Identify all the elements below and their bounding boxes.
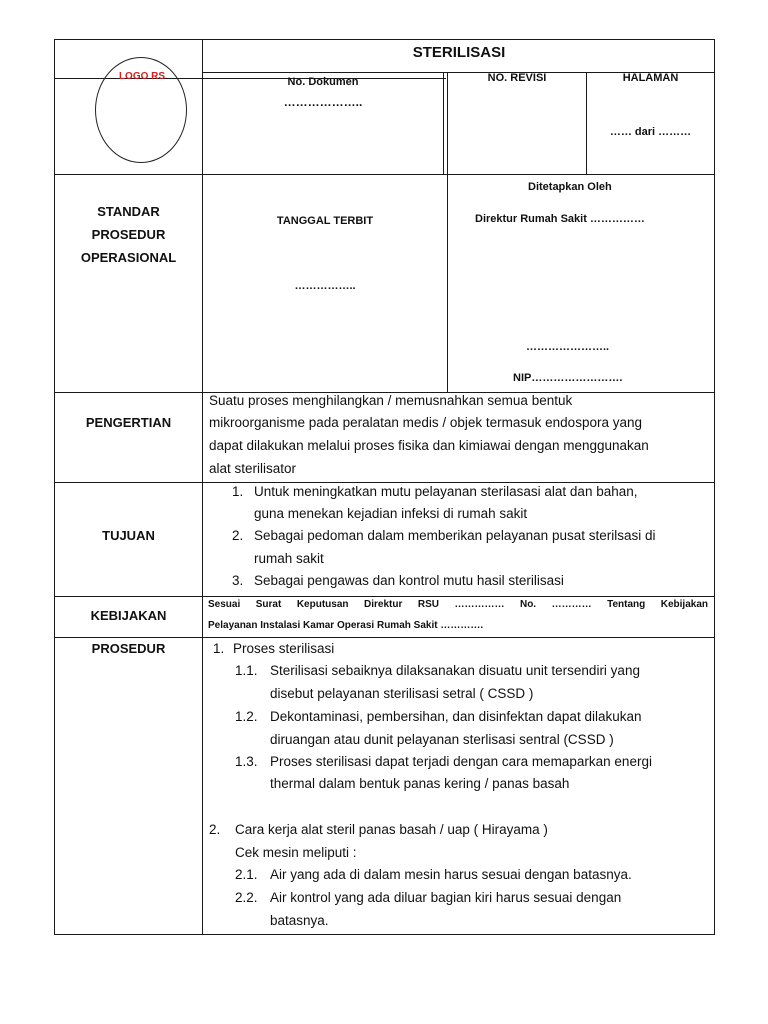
tanggal-terbit-label: TANGGAL TERBIT — [276, 215, 374, 227]
no-dokumen-label: No. Dokumen — [287, 76, 359, 88]
kebijakan-line-1: Sesuai Surat Keputusan Direktur RSU …………… No. ………… Tentang Kebijakan — [208, 599, 708, 610]
ditetapkan-label: Ditetapkan Oleh — [528, 181, 612, 193]
row-divider-3 — [54, 482, 715, 483]
direktur-label: Direktur Rumah Sakit …………… — [475, 213, 645, 225]
logo-text: LOGO RS — [118, 71, 166, 82]
row-divider-5 — [54, 637, 715, 638]
prosedur-sub-2-1-line-1: Air yang ada di dalam mesin harus sesuai dengan batasnya. — [270, 867, 632, 882]
prosedur-sub-2-2-line-1: Air kontrol yang ada diluar bagian kiri harus sesuai dengan — [270, 890, 622, 905]
table-border-bottom — [54, 934, 715, 935]
prosedur-sub-2-1-number: 2.1. — [235, 867, 258, 882]
pengertian-line-2: mikroorganisme pada peralatan medis / objek termasuk endospora yang — [209, 415, 642, 430]
sop-label-line-2: PROSEDUR — [91, 227, 166, 242]
prosedur-sub-1-2-line-1: Dekontaminasi, pembersihan, dan disinfektan dapat dilakukan — [270, 709, 642, 724]
pengertian-line-4: alat sterilisator — [209, 461, 297, 476]
kebijakan-line-2: Pelayanan Instalasi Kamar Operasi Rumah Sakit …………. — [208, 620, 484, 631]
no-revisi-label: NO. REVISI — [487, 72, 547, 84]
prosedur-item-2-subtitle: Cek mesin meliputi : — [235, 845, 357, 860]
pengertian-line-3: dapat dilakukan melalui proses fisika dan kimiawai dengan menggunakan — [209, 438, 649, 453]
dokumen-divider-a — [443, 72, 444, 174]
prosedur-sub-1-2-line-2: diruangan atau dunit pelayanan sterlisasi sentral (CSSD ) — [270, 732, 614, 747]
pengertian-label: PENGERTIAN — [85, 415, 172, 430]
prosedur-sub-1-1-line-1: Sterilisasi sebaiknya dilaksanakan disuatu unit tersendiri yang — [270, 663, 640, 678]
document-title: STERILISASI — [412, 44, 506, 61]
prosedur-sub-2-2-number: 2.2. — [235, 890, 258, 905]
prosedur-sub-1-3-line-2: thermal dalam bentuk panas kering / panas basah — [270, 776, 570, 791]
prosedur-item-1-number: 1. — [213, 641, 225, 656]
tujuan-item-2-line-1: Sebagai pedoman dalam memberikan pelayanan pusat sterilsasi di — [254, 528, 656, 543]
row-divider-4 — [54, 596, 715, 597]
halaman-label: HALAMAN — [622, 72, 679, 84]
prosedur-item-2-title: Cara kerja alat steril panas basah / uap ( Hirayama ) — [235, 822, 548, 837]
prosedur-label: PROSEDUR — [91, 641, 166, 656]
prosedur-item-2-number: 2. — [209, 822, 221, 837]
prosedur-sub-1-3-number: 1.3. — [235, 754, 258, 769]
halaman-value: …… dari ……… — [609, 126, 692, 138]
prosedur-sub-1-3-line-1: Proses sterilisasi dapat terjadi dengan cara memaparkan energi — [270, 754, 652, 769]
tujuan-item-1-number: 1. — [232, 484, 244, 499]
tujuan-item-3-line-1: Sebagai pengawas dan kontrol mutu hasil sterilisasi — [254, 573, 564, 588]
prosedur-sub-1-1-number: 1.1. — [235, 663, 258, 678]
tujuan-item-3-number: 3. — [232, 573, 244, 588]
tujuan-item-2-number: 2. — [232, 528, 244, 543]
prosedur-sub-2-2-line-2: batasnya. — [270, 913, 329, 928]
kebijakan-label: KEBIJAKAN — [90, 608, 167, 623]
sop-label-line-1: STANDAR — [97, 204, 160, 219]
label-column-divider — [202, 39, 203, 935]
tujuan-item-1-line-1: Untuk meningkatkan mutu pelayanan sterilasasi alat dan bahan, — [254, 484, 638, 499]
prosedur-sub-1-2-number: 1.2. — [235, 709, 258, 724]
no-dokumen-value: ……………….. — [283, 95, 363, 109]
tujuan-label: TUJUAN — [102, 528, 155, 543]
tujuan-item-1-line-2: guna menekan kejadian infeksi di rumah sakit — [254, 506, 528, 521]
sop-label-line-3: OPERASIONAL — [80, 250, 177, 265]
table-border-right — [714, 39, 715, 935]
row-divider-1 — [54, 174, 715, 175]
tujuan-item-2-line-2: rumah sakit — [254, 551, 324, 566]
tanggal-terbit-value: …………….. — [294, 280, 356, 292]
table-border-left — [54, 39, 55, 935]
prosedur-item-1-title: Proses sterilisasi — [233, 641, 335, 656]
signature-line: ………………….. — [526, 341, 610, 353]
prosedur-sub-1-1-line-2: disebut pelayanan sterilisasi setral ( CSSD ) — [270, 686, 534, 701]
dokumen-divider-b — [447, 72, 448, 392]
pengertian-line-1: Suatu proses menghilangkan / memusnahkan semua bentuk — [209, 393, 573, 408]
table-border-top — [54, 39, 715, 40]
nip-line: NIP……………………. — [513, 372, 623, 384]
revisi-divider — [586, 72, 587, 174]
